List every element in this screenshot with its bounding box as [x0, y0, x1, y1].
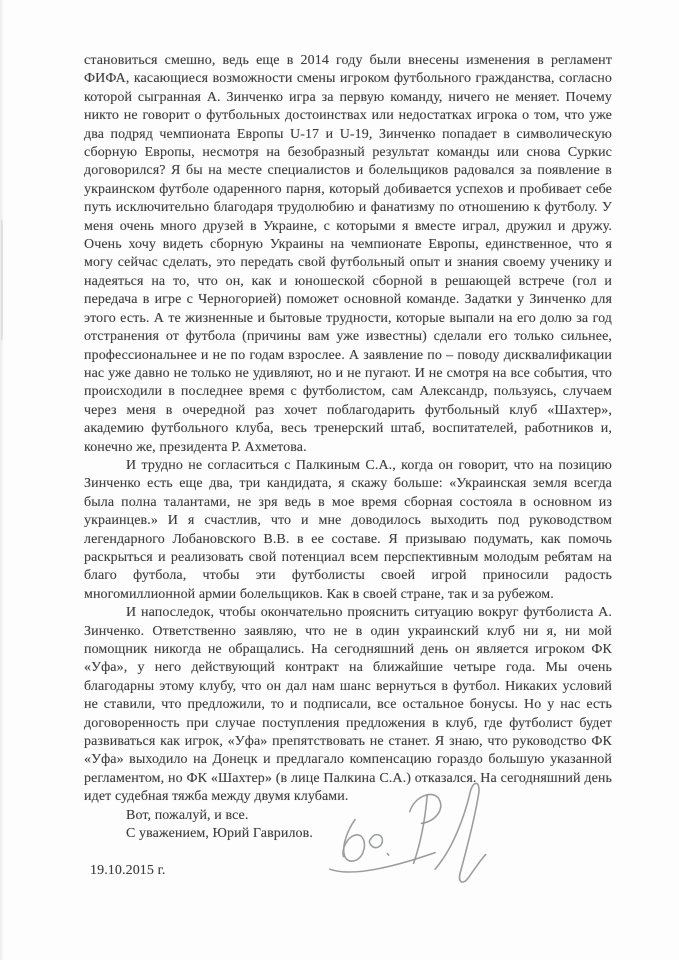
letter-paragraph: И напоследок, чтобы окончательно прояснить ситуацию вокруг футболиста А. Зинченко. Ответственно заявляю, что не в один украинский клуб ни я, ни мой помощник никогда не обращались. На сегодняшний день он является игроком ФК «Уфа», у него действующий контракт на ближайшие четыре года. Мы очень благодарны этому клубу, что он дал нам шанс вернуться в футбол. Никаких условий не ставили, что предложили, то и подписали, все остальное бонусы. Но у нас есть договоренность при случае поступления предложения в клуб, где футболист будет развиваться как игрок, «Уфа» препятствовать не станет. Я знаю, что руководство ФК «Уфа» выходило на Донецк и предлагало компенсацию гораздо большую указанной регламентом, но ФК «Шахтер» (в лице Палкина С.А.) отказался. На сегодняшний день идет судебная тяжба между двумя клубами. — [84, 605, 612, 805]
letter-body — [84, 52, 612, 881]
letter-paragraph: И трудно не согласиться с Палкиным С.А., когда он говорит, что на позицию Зинченко есть еще два, три кандидата, я скажу больше: «Украинская земля всегда была полна талантами, не зря ведь в мое время сборная состояла в основном из украинцев.» И я счастлив, что и мне доводилось выходить под руководством легендарного Лобановского В.В. в ее составе. Я призываю подумать, как помочь раскрыться и реализовать свой потенциал всем перспективным молодым ребятам на благо футбола, чтобы эти футболисты своей игрой приносили радость многомиллионной армии болельщиков. Как в своей стране, так и за рубежом. — [84, 457, 612, 602]
letter-closing-line: Вот, пожалуй, и все. — [126, 807, 249, 823]
letter-date: 19.10.2015 г. — [90, 863, 166, 879]
letter-paragraph: становиться смешно, ведь еще в 2014 году были внесены изменения в регламент ФИФА, касающиеся возможности смены игроком футбольного гражданства, согласно которой сыгранная А. Зинченко игра за первую команду, ничего не меняет. Почему никто не говорит о футбольных достоинствах или недостатках игрока о том, что уже два подряд чемпионата Европы U-17 и U-19, Зинченко попадает в символическую сборную Европы, несмотря на безобразный результат команды или снова Суркис договорился? Я бы на месте специалистов и болельщиков радовался за появление в украинском футболе одаренного парня, который добивается успехов и пробивает себе путь исключительно благодаря трудолюбию и фанатизму по отношению к футболу. У меня очень много друзей в Украине, с которыми я вместе играл, дружил и дружу. Очень хочу видеть сборную Украины на чемпионате Европы, единственное, что я могу сейчас сделать, это передать свой футбольный опыт и знания своему ученику и надеяться на то, что он, как и юношеской сборной в решающей встрече (гол и передача в игре с Черногорией) поможет основной команде. Задатки у Зинченко для этого есть. А те жизненные и бытовые трудности, которые выпали на его долю за год отстранения от футбола (причины вам уже известны) сделали его только сильнее, профессиональнее и не по годам взрослее. А заявление по – поводу дисквалификации нас уже давно не только не удивляют, но и не пугают. И не смотря на все события, что происходили в последнее время с футболистом, сам Александр, пользуясь, случаем через меня в очередной раз хочет поблагодарить футбольный клуб «Шахтер», академию футбольного клуба, весь тренерский штаб, воспитателей, работников и, конечно же, президента Р. Ахметова. — [84, 53, 612, 455]
handwritten-signature-icon — [320, 772, 515, 904]
scan-edge-speck — [1, 220, 3, 340]
letter-signoff-line: С уважением, Юрий Гаврилов. — [126, 826, 313, 842]
scan-edge-artifact — [0, 0, 4, 960]
